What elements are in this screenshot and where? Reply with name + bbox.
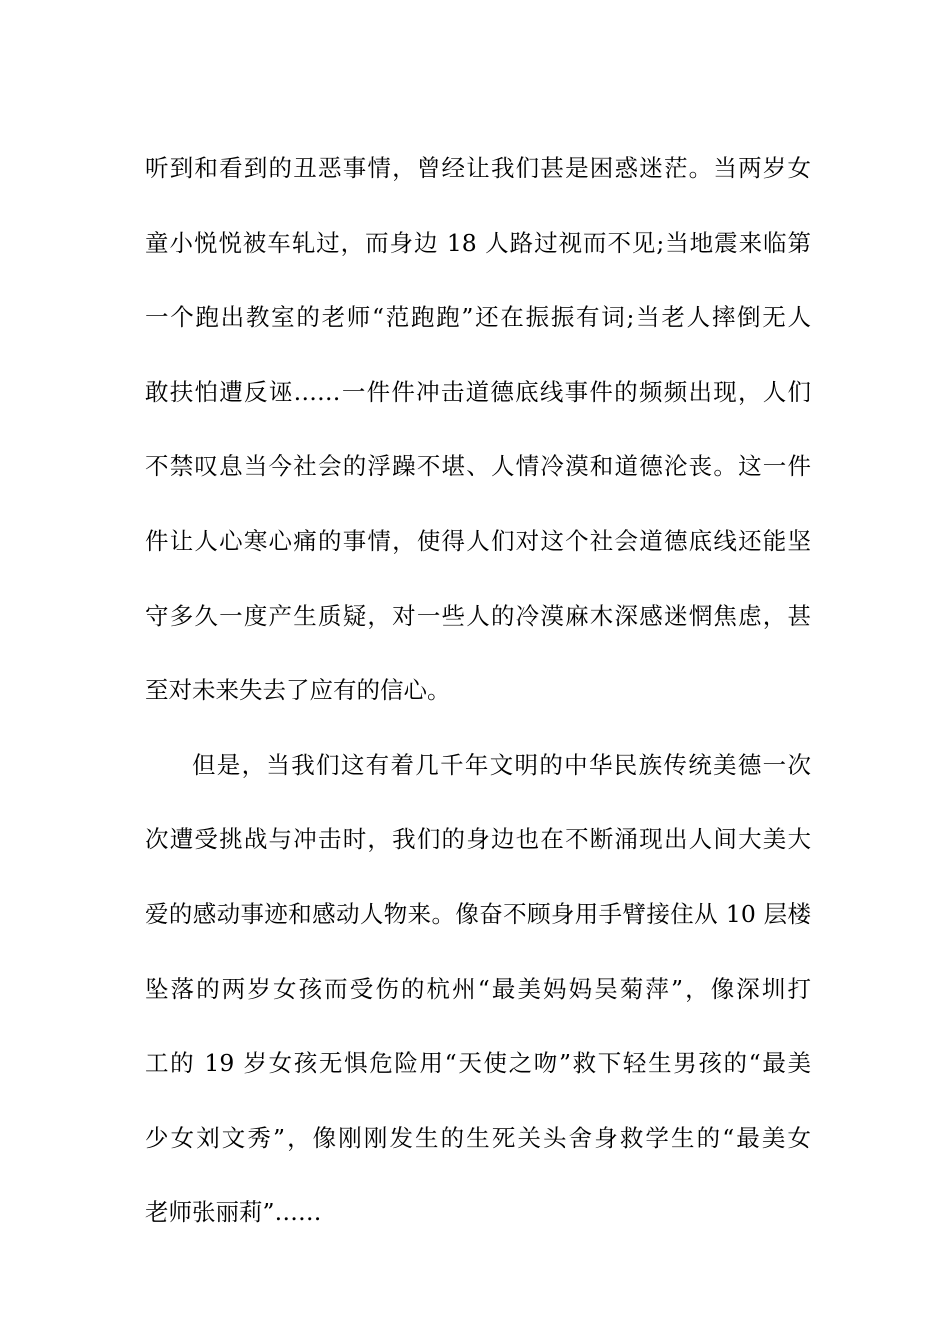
paragraph-line: 老师张丽莉”…… — [145, 1198, 322, 1227]
paragraph-line: 少女刘文秀”，像刚刚发生的生死关头舍身救学生的“最美女 — [145, 1123, 811, 1152]
paragraph-2 — [145, 728, 811, 1250]
paragraph-line: 次遭受挑战与冲击时，我们的身边也在不断涌现出人间大美大 — [145, 825, 811, 854]
paragraph-line: 一个跑出教室的老师“范跑跑”还在振振有词;当老人摔倒无人 — [145, 303, 811, 332]
paragraph-line: 守多久一度产生质疑，对一些人的冷漠麻木深感迷惘焦虑，甚 — [145, 601, 811, 630]
document-body — [145, 131, 811, 1250]
paragraph-line: 爱的感动事迹和感动人物来。像奋不顾身用手臂接住从 10 层楼 — [145, 899, 811, 928]
paragraph-line: 工的 19 岁女孩无惧危险用“天使之吻”救下轻生男孩的“最美 — [145, 1049, 811, 1078]
paragraph-line: 坠落的两岁女孩而受伤的杭州“最美妈妈吴菊萍”，像深圳打 — [145, 974, 811, 1003]
paragraph-line: 不禁叹息当今社会的浮躁不堪、人情冷漠和道德沦丧。这一件 — [145, 452, 811, 481]
paragraph-line: 件让人心寒心痛的事情，使得人们对这个社会道德底线还能坚 — [145, 526, 811, 555]
paragraph-line: 至对未来失去了应有的信心。 — [145, 676, 451, 705]
paragraph-line: 听到和看到的丑恶事情，曾经让我们甚是困惑迷茫。当两岁女 — [145, 154, 811, 182]
paragraph-line: 敢扶怕遭反诬……一件件冲击道德底线事件的频频出现，人们 — [145, 377, 811, 406]
paragraph-line: 但是，当我们这有着几千年文明的中华民族传统美德一次 — [192, 750, 811, 779]
paragraph-1 — [145, 131, 811, 728]
paragraph-line: 童小悦悦被车轧过，而身边 18 人路过视而不见;当地震来临第 — [145, 228, 811, 257]
